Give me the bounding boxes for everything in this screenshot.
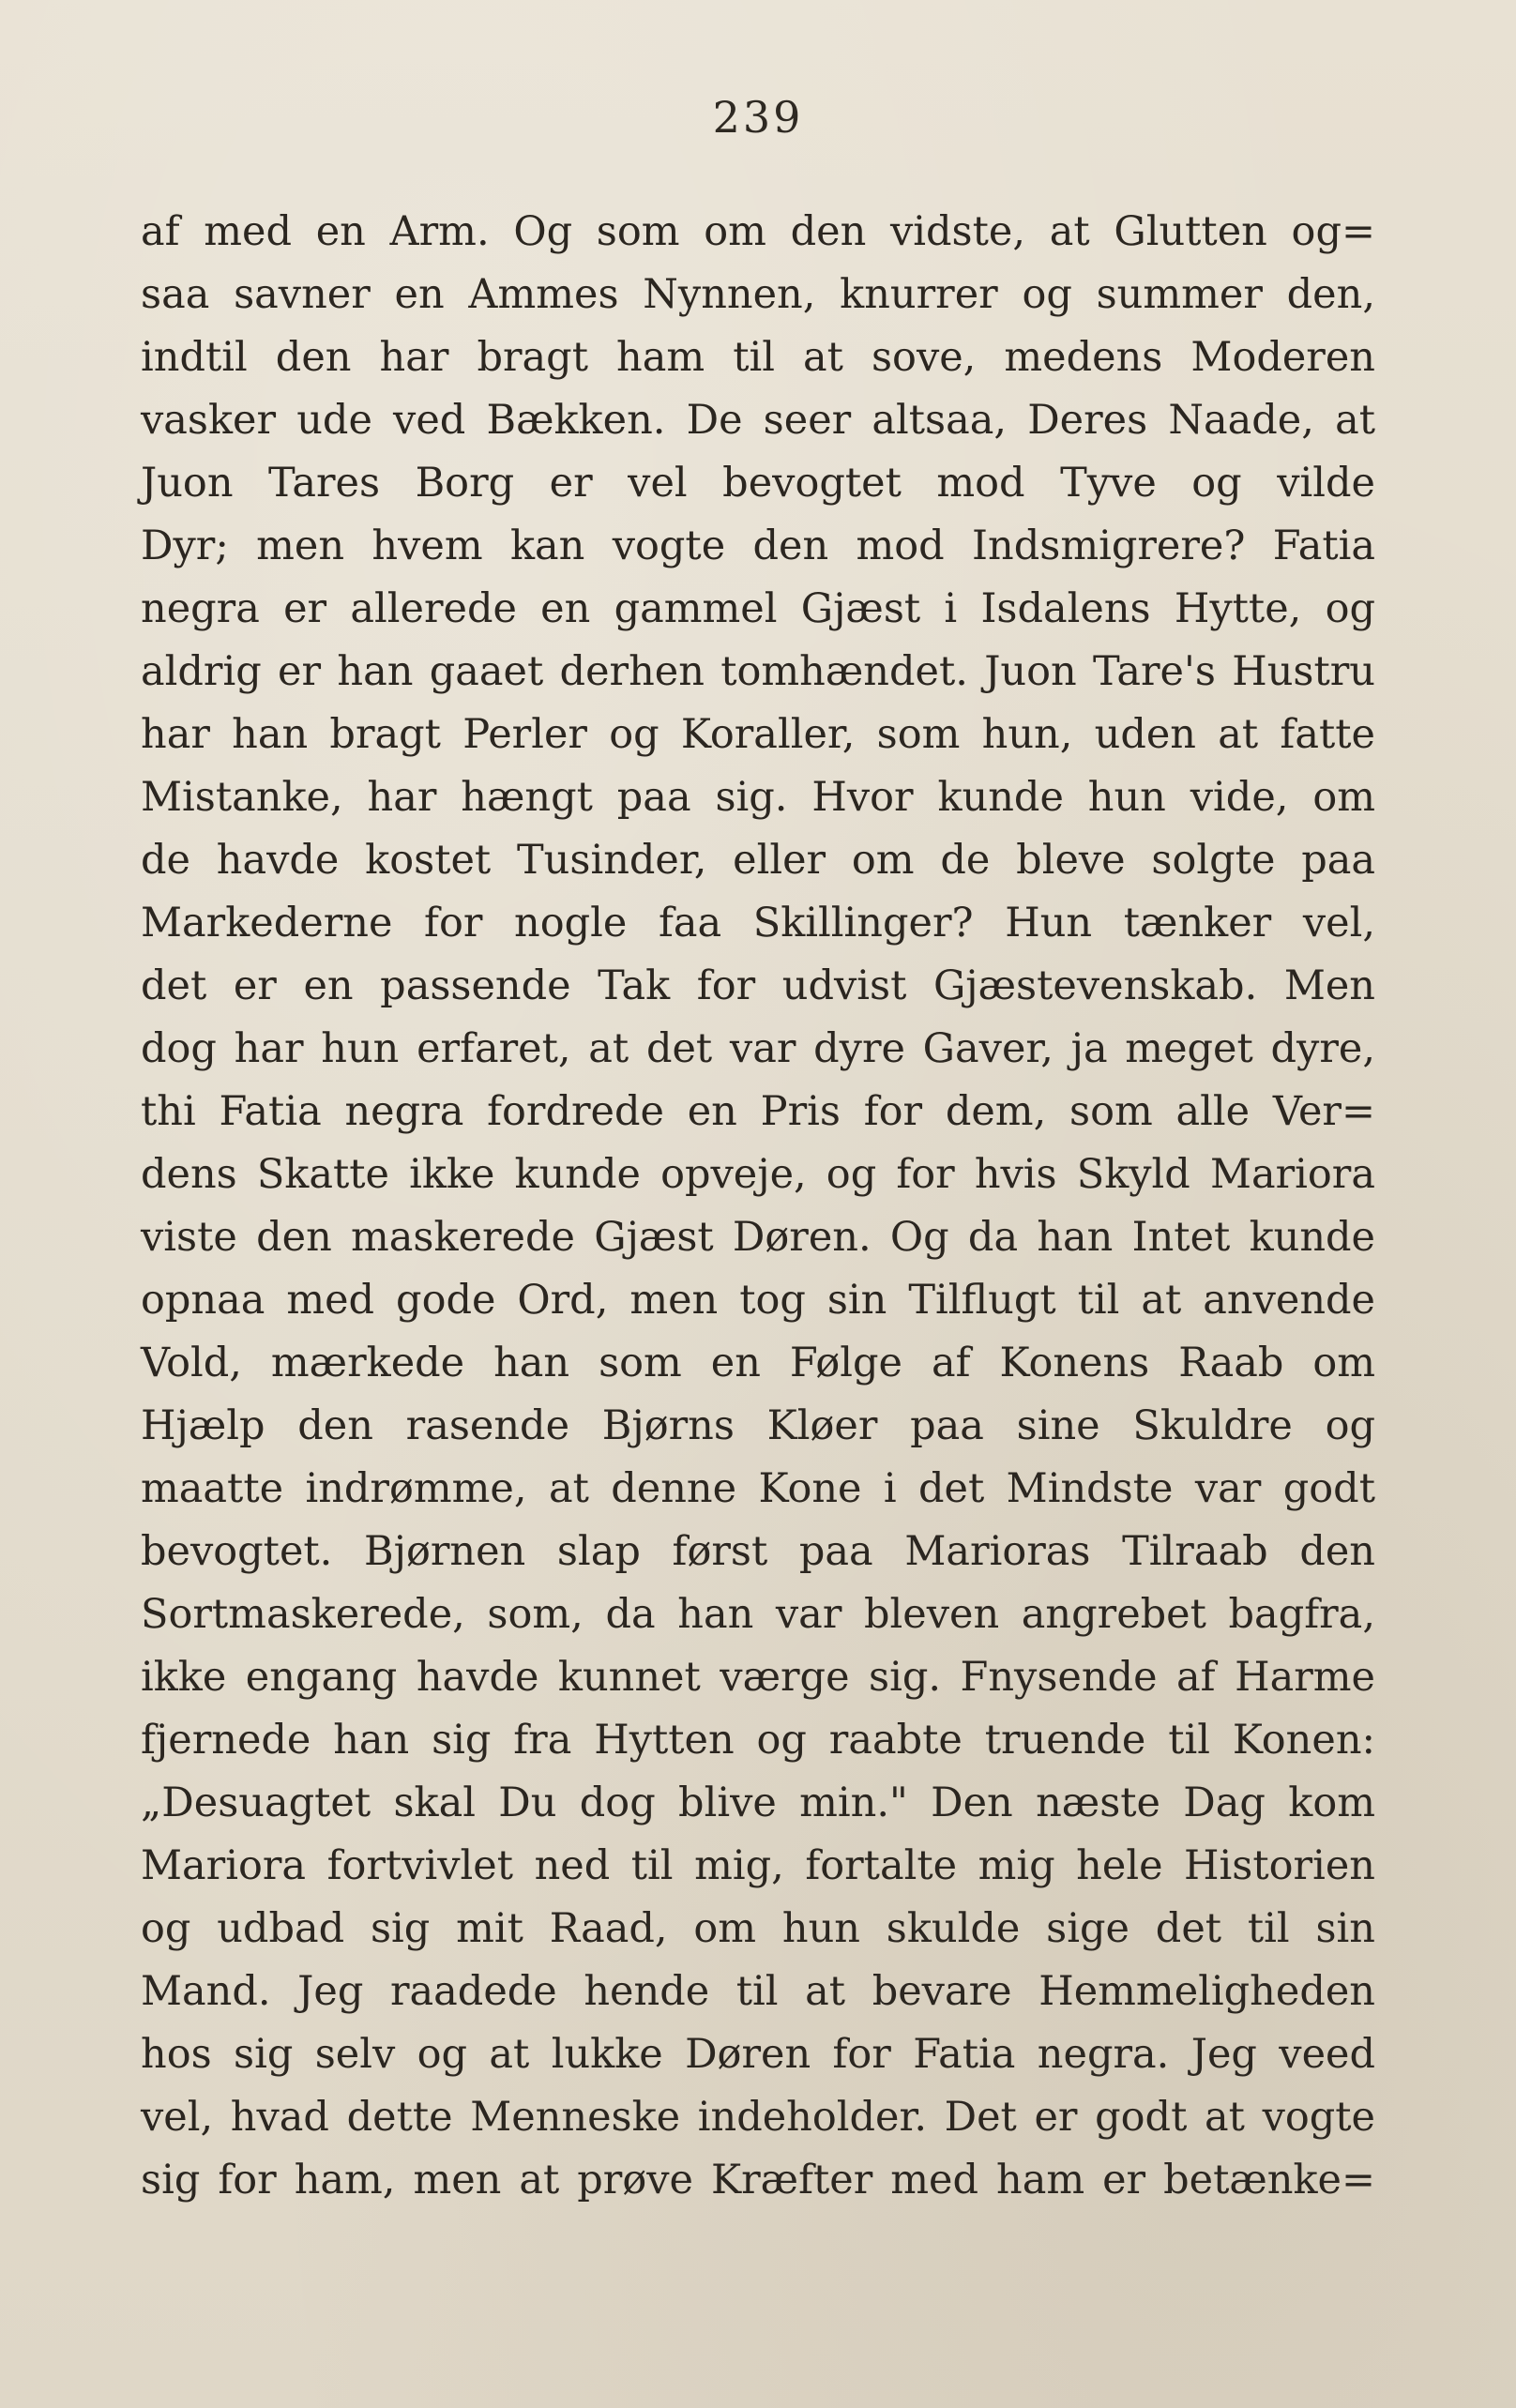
text-line: og udbad sig mit Raad, om hun skulde sige det til sin (141, 1905, 1375, 1952)
text-line: Mariora fortvivlet ned til mig, fortalte mig hele Historien (141, 1842, 1375, 1889)
text-line: indtil den har bragt ham til at sove, medens Moderen (141, 334, 1375, 381)
text-line: af med en Arm. Og som om den vidste, at Glutten og= (141, 208, 1375, 255)
text-line: dog har hun erfaret, at det var dyre Gaver, ja meget dyre, (141, 1025, 1375, 1072)
text-line: fjernede han sig fra Hytten og raabte truende til Konen: (141, 1717, 1375, 1764)
text-line: saa savner en Ammes Nynnen, knurrer og summer den, (141, 271, 1375, 318)
text-line: Hjælp den rasende Bjørns Kløer paa sine Skuldre og (141, 1402, 1375, 1449)
text-line: „Desuagtet skal Du dog blive min." Den næste Dag kom (141, 1779, 1375, 1826)
text-line: Sortmaskerede, som, da han var bleven angrebet bagfra, (141, 1591, 1375, 1638)
text-line: maatte indrømme, at denne Kone i det Mindste var godt (141, 1465, 1375, 1512)
text-line: Juon Tares Borg er vel bevogtet mod Tyve og vilde (141, 460, 1375, 507)
text-line: bevogtet. Bjørnen slap først paa Marioras Tilraab den (141, 1528, 1375, 1575)
text-line: dens Skatte ikke kunde opveje, og for hvis Skyld Mariora (141, 1151, 1375, 1198)
text-line: hos sig selv og at lukke Døren for Fatia negra. Jeg veed (141, 2031, 1375, 2078)
text-line: vasker ude ved Bækken. De seer altsaa, Deres Naade, at (141, 397, 1375, 444)
text-line: Vold, mærkede han som en Følge af Konens Raab om (141, 1340, 1375, 1386)
text-line: Dyr; men hvem kan vogte den mod Indsmigrere? Fatia (141, 522, 1375, 569)
text-line: ikke engang havde kunnet værge sig. Fnysende af Harme (141, 1654, 1375, 1701)
text-line: vel, hvad dette Menneske indeholder. Det er godt at vogte (141, 2094, 1375, 2141)
text-line: Markederne for nogle faa Skillinger? Hun tænker vel, (141, 900, 1375, 947)
text-line: negra er allerede en gammel Gjæst i Isdalens Hytte, og (141, 585, 1375, 632)
text-line: Mistanke, har hængt paa sig. Hvor kunde hun vide, om (141, 774, 1375, 821)
page-number: 239 (712, 92, 804, 143)
text-line: det er en passende Tak for udvist Gjæstevenskab. Men (141, 962, 1375, 1009)
text-line: de havde kostet Tusinder, eller om de bleve solgte paa (141, 837, 1375, 884)
text-line: Mand. Jeg raadede hende til at bevare Hemmeligheden (141, 1968, 1375, 2015)
text-line: aldrig er han gaaet derhen tomhændet. Juon Tare's Hustru (141, 648, 1375, 695)
text-line: har han bragt Perler og Koraller, som hun, uden at fatte (141, 711, 1375, 758)
text-line: thi Fatia negra fordrede en Pris for dem, som alle Ver= (141, 1088, 1375, 1135)
body-text (141, 201, 1375, 2212)
text-line: opnaa med gode Ord, men tog sin Tilflugt til at anvende (141, 1277, 1375, 1324)
text-line: sig for ham, men at prøve Kræfter med ham er betænke= (141, 2157, 1375, 2204)
text-line: viste den maskerede Gjæst Døren. Og da han Intet kunde (141, 1214, 1375, 1261)
